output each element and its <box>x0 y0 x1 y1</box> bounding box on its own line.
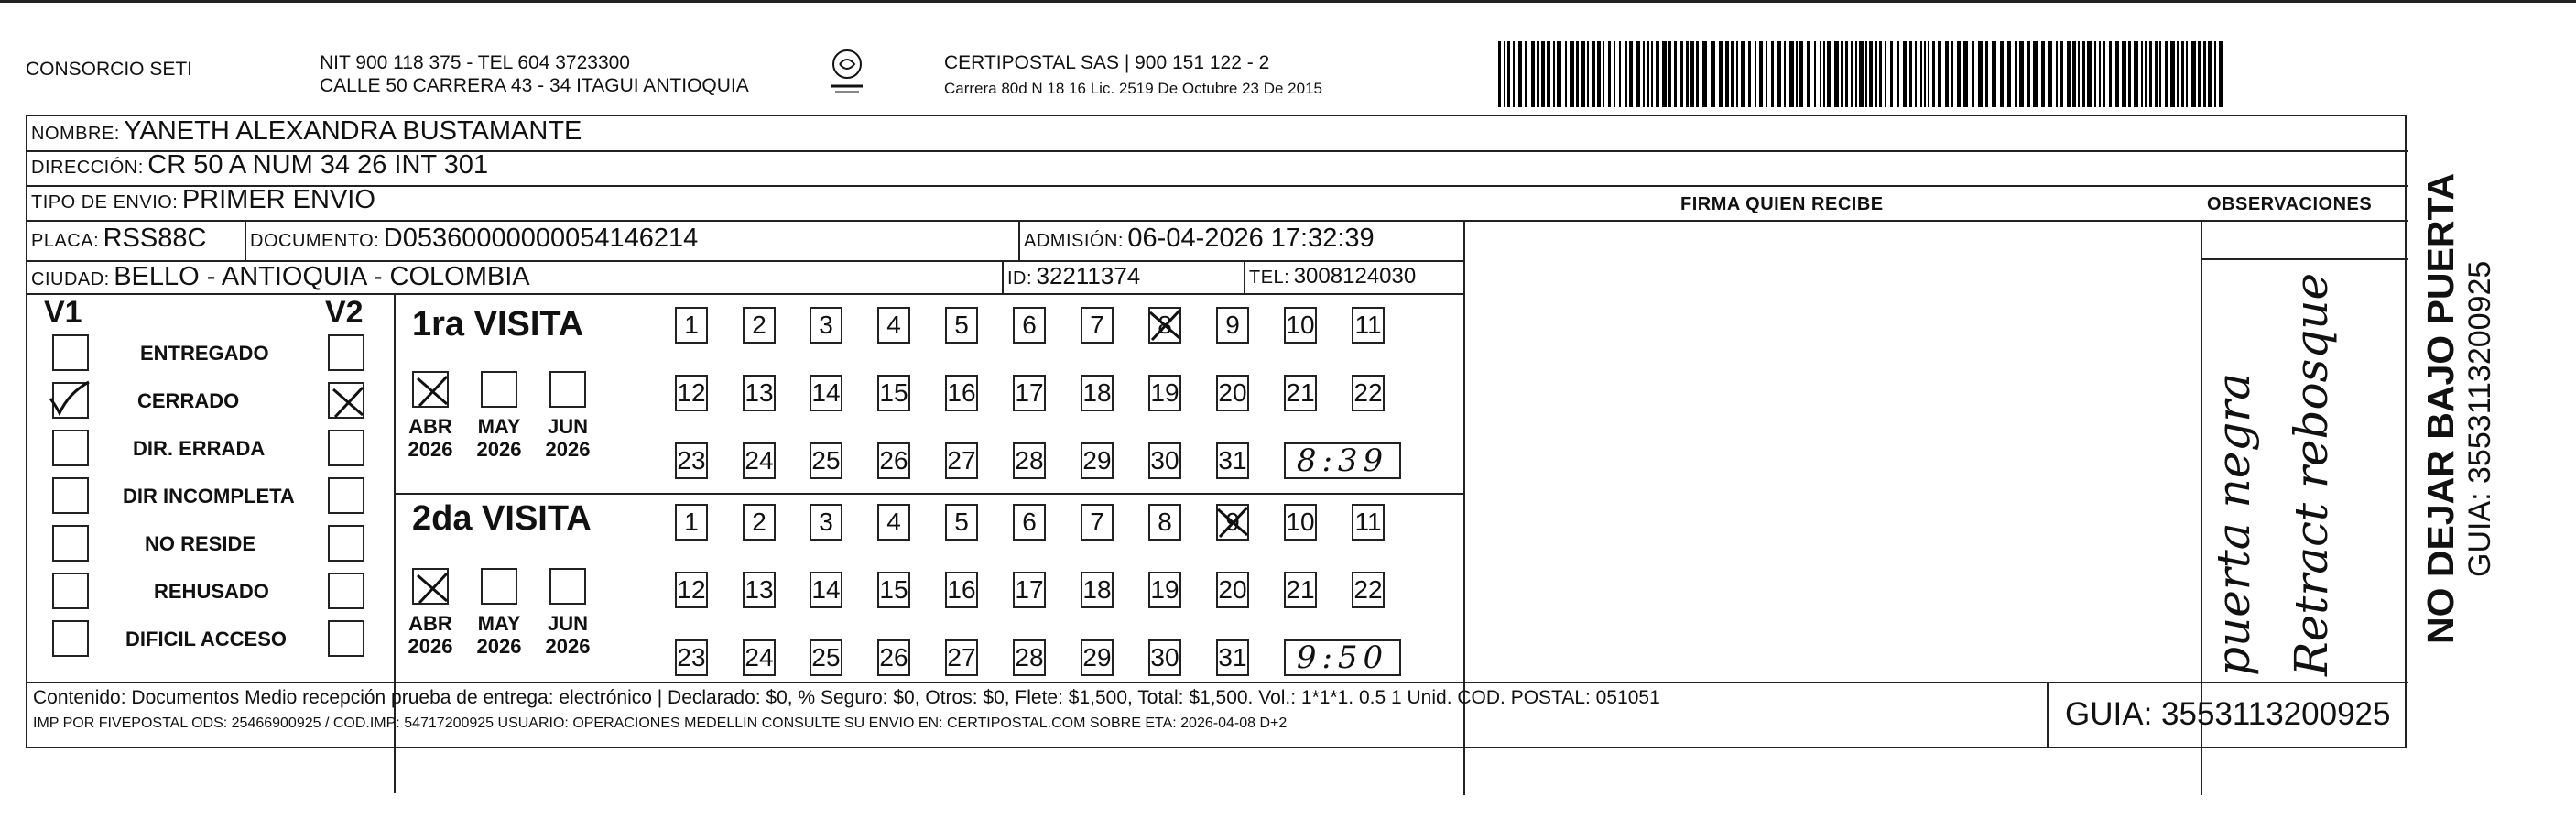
barcode-bar <box>1963 41 1968 107</box>
barcode-bar <box>1636 41 1640 107</box>
barcode-bar <box>2048 41 2052 107</box>
barcode-bar <box>1978 41 1983 107</box>
visit-1-day-box[interactable]: 23 <box>675 442 708 479</box>
barcode-bar <box>1820 41 1821 107</box>
status-option-label: DIFICIL ACCESO <box>125 628 288 650</box>
visit-1-day-box[interactable]: 4 <box>877 307 910 344</box>
barcode-bar <box>1796 41 1798 107</box>
barcode-bar <box>1576 41 1579 107</box>
certipostal-logo <box>824 46 870 101</box>
visit-1-month-checkbox[interactable] <box>549 371 586 408</box>
status-option-label: ENTREGADO <box>140 342 269 365</box>
barcode-bar <box>1547 41 1550 107</box>
barcode-bar <box>2208 41 2212 107</box>
visit-2-month-label: MAY 2026 <box>476 612 522 658</box>
visit-2-day-box[interactable]: 26 <box>877 639 910 676</box>
barcode-bar <box>2122 41 2126 107</box>
barcode-bar <box>1614 41 1615 107</box>
nombre-label: NOMBRE: <box>31 124 120 144</box>
visit-2-month-checkbox[interactable] <box>549 568 586 605</box>
documento-label: DOCUMENTO: <box>250 231 380 251</box>
barcode-bar <box>2099 41 2101 107</box>
status-option-label: DIR INCOMPLETA <box>123 485 295 508</box>
admision-label: ADMISIÓN: <box>1024 231 1124 251</box>
visit-2-day-box[interactable]: 10 <box>1284 504 1317 541</box>
barcode-bar <box>2060 41 2063 107</box>
visit-1-time-box[interactable]: 8:39 <box>1284 442 1401 479</box>
barcode <box>1498 41 2231 107</box>
barcode-bar <box>1690 41 1694 107</box>
barcode-bar <box>1518 41 1522 107</box>
barcode-bar <box>2141 41 2143 107</box>
visit-1-day-box[interactable]: 20 <box>1216 375 1249 411</box>
barcode-bar <box>1759 41 1763 107</box>
barcode-bar <box>1702 41 1707 107</box>
barcode-bar <box>2067 41 2071 107</box>
barcode-bar <box>1915 41 1917 107</box>
visit-1-day-box[interactable]: 26 <box>877 442 910 479</box>
visit-1-day-box[interactable]: 18 <box>1081 375 1114 411</box>
barcode-bar <box>1920 41 1922 107</box>
tel-value: 3008124030 <box>1293 264 1417 289</box>
v2-checkbox-dir-errada[interactable] <box>328 430 364 466</box>
barcode-bar <box>1686 41 1689 107</box>
visit-2-day-box[interactable]: 28 <box>1013 639 1046 676</box>
visit-1-day-box[interactable]: 29 <box>1081 442 1114 479</box>
tipo-label: TIPO DE ENVIO: <box>31 192 179 213</box>
v2-checkbox-dir-incompleta[interactable] <box>328 477 364 514</box>
visit-1-day-box[interactable]: 7 <box>1081 307 1114 344</box>
barcode-bar <box>2134 41 2138 107</box>
v2-checkbox-cerrado[interactable] <box>328 382 364 419</box>
barcode-bar <box>2103 41 2105 107</box>
placa-label: PLACA: <box>31 231 100 251</box>
status-option-label: CERRADO <box>137 389 240 412</box>
imp-line: IMP POR FIVEPOSTAL ODS: 25466900925 / COD.IMP: 54717200925 USUARIO: OPERACIONES MEDELLIN CONSULTE SU ENVIO EN: CERTIPOSTAL.COM SOBRE ETA: 2026-04-08 D+2 <box>33 715 1288 731</box>
check-mark-icon <box>47 378 92 423</box>
barcode-bar <box>1985 41 1988 107</box>
observaciones-handwriting-2: Retract rebosque <box>2285 272 2338 676</box>
x-mark-icon <box>412 568 452 613</box>
barcode-bar <box>2027 41 2030 107</box>
carrier-line: CERTIPOSTAL SAS | 900 151 122 - 2 <box>944 52 1270 73</box>
v1-checkbox-rehusado[interactable] <box>52 573 89 609</box>
visit-1-day-box[interactable]: 5 <box>945 307 978 344</box>
barcode-bar <box>2041 41 2045 107</box>
visit-2-month-label: JUN 2026 <box>545 612 591 658</box>
visit-1-day-box[interactable]: 12 <box>675 375 708 411</box>
visit-1-day-box[interactable]: 13 <box>743 375 776 411</box>
visit-1-day-box[interactable]: 28 <box>1013 442 1046 479</box>
barcode-bar <box>1719 41 1723 107</box>
barcode-bar <box>1741 41 1745 107</box>
barcode-bar <box>1565 41 1567 107</box>
barcode-bar <box>2177 41 2179 107</box>
barcode-bar <box>1766 41 1767 107</box>
visit-1-title: 1ra VISITA <box>412 305 584 344</box>
barcode-bar <box>1674 41 1677 107</box>
visit-2-day-box[interactable]: 17 <box>1013 572 1046 608</box>
v2-checkbox-no-reside[interactable] <box>328 525 364 562</box>
visit-1-month-checkbox[interactable] <box>481 371 517 408</box>
barcode-bar <box>2186 41 2188 107</box>
tel-label: TEL: <box>1249 268 1290 288</box>
visit-2-day-box[interactable]: 25 <box>810 639 842 676</box>
barcode-bar <box>2214 41 2216 107</box>
visit-1-day-box[interactable]: 27 <box>945 442 978 479</box>
visit-2-day-box[interactable]: 3 <box>810 504 842 541</box>
barcode-bar <box>1647 41 1649 107</box>
barcode-bar <box>1525 41 1527 107</box>
barcode-bar <box>1807 41 1810 107</box>
tipo-value: PRIMER ENVIO <box>181 185 375 214</box>
visit-1-day-box[interactable]: 6 <box>1013 307 1046 344</box>
visit-1-day-box[interactable]: 22 <box>1352 375 1385 411</box>
barcode-bar <box>2078 41 2080 107</box>
v2-label: V2 <box>325 295 364 330</box>
documento-value: D05360000000054146214 <box>383 224 699 253</box>
visit-2-day-box[interactable]: 16 <box>945 572 978 608</box>
barcode-bar <box>1603 41 1604 107</box>
visit-2-month-label: ABR 2026 <box>408 612 453 658</box>
barcode-bar <box>1711 41 1715 107</box>
visit-2-day-box[interactable]: 1 <box>675 504 708 541</box>
barcode-bar <box>2198 41 2201 107</box>
nit-line: NIT 900 118 375 - TEL 604 3723300 <box>320 52 630 73</box>
barcode-bar <box>2056 41 2058 107</box>
barcode-bar <box>2109 41 2112 107</box>
barcode-bar <box>2170 41 2175 107</box>
observaciones-handwriting-1: puerta negra <box>2207 372 2260 676</box>
barcode-bar <box>1879 41 1882 107</box>
visit-2-time-box[interactable]: 9:50 <box>1284 639 1401 676</box>
barcode-bar <box>1777 41 1781 107</box>
barcode-bar <box>1784 41 1786 107</box>
observaciones-label: OBSERVACIONES <box>2207 194 2373 214</box>
barcode-bar <box>1696 41 1699 107</box>
barcode-bar <box>2219 41 2223 107</box>
barcode-bar <box>1814 41 1816 107</box>
barcode-bar <box>1932 41 1935 107</box>
barcode-bar <box>1608 41 1611 107</box>
status-option-label: DIR. ERRADA <box>133 437 266 460</box>
direccion-label: DIRECCIÓN: <box>31 158 144 178</box>
barcode-bar <box>2033 41 2038 107</box>
barcode-bar <box>2072 41 2076 107</box>
barcode-bar <box>1570 41 1574 107</box>
barcode-bar <box>2165 41 2168 107</box>
v1-checkbox-dir-errada[interactable] <box>52 430 89 466</box>
no-dejar-bajo-puerta: NO DEJAR BAJO PUERTA <box>2419 172 2462 644</box>
barcode-bar <box>2019 41 2024 107</box>
barcode-bar <box>1972 41 1974 107</box>
barcode-bar <box>1865 41 1867 107</box>
barcode-bar <box>1537 41 1539 107</box>
visit-1-day-box[interactable]: 10 <box>1284 307 1317 344</box>
visit-2-day-box[interactable]: 14 <box>810 572 842 608</box>
v1-checkbox-dir-incompleta[interactable] <box>52 477 89 514</box>
visit-1-day-box[interactable]: 19 <box>1148 375 1181 411</box>
visit-2-day-box[interactable]: 13 <box>743 572 776 608</box>
barcode-bar <box>1736 41 1738 107</box>
barcode-bar <box>1619 41 1621 107</box>
v2-checkbox-entregado[interactable] <box>328 334 364 371</box>
barcode-bar <box>1553 41 1555 107</box>
barcode-bar <box>2145 41 2147 107</box>
visit-2-month-checkbox[interactable] <box>412 568 449 605</box>
visit-2-day-box[interactable]: 15 <box>877 572 910 608</box>
barcode-bar <box>1662 41 1667 107</box>
barcode-bar <box>1869 41 1873 107</box>
barcode-bar <box>1725 41 1729 107</box>
side-guia: GUIA: 3553113200925 <box>2462 260 2497 577</box>
barcode-bar <box>1731 41 1734 107</box>
barcode-bar <box>1992 41 1996 107</box>
visit-2-day-box[interactable]: 6 <box>1013 504 1046 541</box>
barcode-bar <box>1823 41 1825 107</box>
visit-2-day-box[interactable]: 11 <box>1352 504 1385 541</box>
barcode-bar <box>1897 41 1899 107</box>
id-label: ID: <box>1007 268 1033 289</box>
barcode-bar <box>1755 41 1756 107</box>
barcode-bar <box>1875 41 1877 107</box>
visit-2-day-box[interactable]: 29 <box>1081 639 1114 676</box>
barcode-bar <box>1592 41 1595 107</box>
visit-2-day-box[interactable]: 4 <box>877 504 910 541</box>
barcode-bar <box>2082 41 2085 107</box>
visit-1-day-box[interactable]: 16 <box>945 375 978 411</box>
visit-1-day-box[interactable]: 25 <box>810 442 842 479</box>
barcode-bar <box>1513 41 1515 107</box>
x-mark-icon <box>1212 502 1253 551</box>
barcode-bar <box>1587 41 1589 107</box>
visit-1-day-box[interactable]: 31 <box>1216 442 1249 479</box>
x-mark-icon <box>328 382 368 427</box>
barcode-bar <box>1885 41 1886 107</box>
visit-2-title: 2da VISITA <box>412 499 592 538</box>
nombre-value: YANETH ALEXANDRA BUSTAMANTE <box>124 116 582 146</box>
x-mark-icon <box>412 371 452 416</box>
placa-value: RSS88C <box>103 224 207 253</box>
visit-1-month-checkbox[interactable] <box>412 371 449 408</box>
barcode-bar <box>1957 41 1961 107</box>
visit-2-day-box[interactable]: 23 <box>675 639 708 676</box>
barcode-bar <box>2128 41 2131 107</box>
top-border <box>0 0 2576 3</box>
visit-2-day-box[interactable]: 20 <box>1216 572 1249 608</box>
barcode-bar <box>1651 41 1653 107</box>
barcode-bar <box>1845 41 1848 107</box>
visit-2-day-box[interactable]: 8 <box>1148 504 1181 541</box>
id-value: 32211374 <box>1036 262 1141 289</box>
status-option-label: NO RESIDE <box>145 532 256 555</box>
barcode-bar <box>2087 41 2092 107</box>
barcode-bar <box>1938 41 1941 107</box>
ciudad-value: BELLO - ANTIOQUIA - COLOMBIA <box>114 262 530 291</box>
address-line: CALLE 50 CARRERA 43 - 34 ITAGUI ANTIOQUIA <box>320 75 749 96</box>
v1-checkbox-entregado[interactable] <box>52 334 89 371</box>
visit-1-day-box[interactable]: 2 <box>743 307 776 344</box>
visit-2-day-box[interactable]: 24 <box>743 639 776 676</box>
barcode-bar <box>1834 41 1839 107</box>
barcode-bar <box>1851 41 1853 107</box>
v2-checkbox-rehusado[interactable] <box>328 573 364 609</box>
barcode-bar <box>1903 41 1907 107</box>
visit-2-day-box[interactable]: 30 <box>1148 639 1181 676</box>
visit-1-day-box[interactable]: 8 <box>1148 307 1181 344</box>
barcode-bar <box>1680 41 1683 107</box>
barcode-bar <box>1504 41 1505 107</box>
barcode-bar <box>1507 41 1510 107</box>
barcode-bar <box>1859 41 1864 107</box>
barcode-bar <box>1841 41 1843 107</box>
visit-1-month-label: MAY 2026 <box>476 415 522 461</box>
barcode-bar <box>1855 41 1857 107</box>
barcode-bar <box>2015 41 2017 107</box>
firma-label: FIRMA QUIEN RECIBE <box>1680 194 1884 214</box>
barcode-bar <box>1799 41 1803 107</box>
visit-1-day-box[interactable]: 15 <box>877 375 910 411</box>
admision-value: 06-04-2026 17:32:39 <box>1127 224 1375 253</box>
visit-1-month-label: ABR 2026 <box>408 415 453 461</box>
barcode-bar <box>1531 41 1535 107</box>
barcode-bar <box>1625 41 1627 107</box>
visit-1-day-box[interactable]: 21 <box>1284 375 1317 411</box>
visit-1-day-box[interactable]: 24 <box>743 442 776 479</box>
barcode-bar <box>1541 41 1545 107</box>
barcode-bar <box>1597 41 1601 107</box>
visit-1-day-box[interactable]: 1 <box>675 307 708 344</box>
barcode-bar <box>1909 41 1912 107</box>
visit-2-month-checkbox[interactable] <box>481 568 517 605</box>
company-name: CONSORCIO SETI <box>26 59 193 80</box>
barcode-bar <box>2181 41 2184 107</box>
v1-checkbox-cerrado[interactable] <box>52 382 89 419</box>
visit-2-day-box[interactable]: 7 <box>1081 504 1114 541</box>
barcode-bar <box>2094 41 2096 107</box>
barcode-bar <box>2115 41 2119 107</box>
visit-2-day-box[interactable]: 27 <box>945 639 978 676</box>
visit-1-day-box[interactable]: 30 <box>1148 442 1181 479</box>
barcode-bar <box>1945 41 1949 107</box>
ciudad-label: CIUDAD: <box>31 269 110 289</box>
visit-1-month-label: JUN 2026 <box>545 415 591 461</box>
barcode-bar <box>1629 41 1633 107</box>
visit-2-day-box[interactable]: 5 <box>945 504 978 541</box>
barcode-bar <box>1789 41 1794 107</box>
barcode-bar <box>1924 41 1926 107</box>
barcode-bar <box>1890 41 1893 107</box>
visit-2-day-box[interactable]: 22 <box>1352 572 1385 608</box>
barcode-bar <box>1557 41 1561 107</box>
barcode-bar <box>1928 41 1929 107</box>
visit-1-day-box[interactable]: 9 <box>1216 307 1249 344</box>
visit-2-day-box[interactable]: 2 <box>743 504 776 541</box>
x-mark-icon <box>1145 305 1185 354</box>
visit-2-day-box[interactable]: 21 <box>1284 572 1317 608</box>
status-option-label: REHUSADO <box>154 580 269 603</box>
barcode-bar <box>1951 41 1953 107</box>
visit-2-day-box[interactable]: 18 <box>1081 572 1114 608</box>
visit-1-day-box[interactable]: 11 <box>1352 307 1385 344</box>
visit-1-day-box[interactable]: 17 <box>1013 375 1046 411</box>
visit-2-day-box[interactable]: 19 <box>1148 572 1181 608</box>
barcode-bar <box>2149 41 2152 107</box>
barcode-bar <box>1656 41 1659 107</box>
barcode-bar <box>1581 41 1585 107</box>
barcode-bar <box>2000 41 2004 107</box>
visit-2-day-box[interactable]: 12 <box>675 572 708 608</box>
barcode-bar <box>1668 41 1671 107</box>
barcode-bar <box>1771 41 1774 107</box>
v1-label: V1 <box>44 295 82 330</box>
barcode-bar <box>2155 41 2158 107</box>
visit-1-day-box[interactable]: 14 <box>810 375 842 411</box>
barcode-bar <box>1498 41 1501 107</box>
barcode-bar <box>2159 41 2161 107</box>
v2-checkbox-dificil-acceso[interactable] <box>328 620 364 657</box>
barcode-bar <box>1643 41 1645 107</box>
barcode-bar <box>1827 41 1831 107</box>
barcode-bar <box>2007 41 2011 107</box>
visit-1-day-box[interactable]: 3 <box>810 307 842 344</box>
contenido-line: Contenido: Documentos Medio recepción prueba de entrega: electrónico | Declarado: $0, % Seguro: $0, Otros: $0, Flete: $1,500, Total: $1,500. Vol.: 1*1*1. 0.5 1 Unid. COD. POSTAL: 051051 <box>33 687 1660 708</box>
license-line: Carrera 80d N 18 16 Lic. 2519 De Octubre 23 De 2015 <box>944 80 1322 97</box>
barcode-bar <box>2203 41 2206 107</box>
visit-2-day-box[interactable]: 31 <box>1216 639 1249 676</box>
direccion-value: CR 50 A NUM 34 26 INT 301 <box>147 150 489 180</box>
barcode-bar <box>1748 41 1751 107</box>
v1-checkbox-dificil-acceso[interactable] <box>52 620 89 657</box>
visit-2-day-box[interactable]: 9 <box>1216 504 1249 541</box>
barcode-bar <box>2191 41 2196 107</box>
v1-checkbox-no-reside[interactable] <box>52 525 89 562</box>
guia-box: GUIA: 3553113200925 <box>2065 696 2391 732</box>
